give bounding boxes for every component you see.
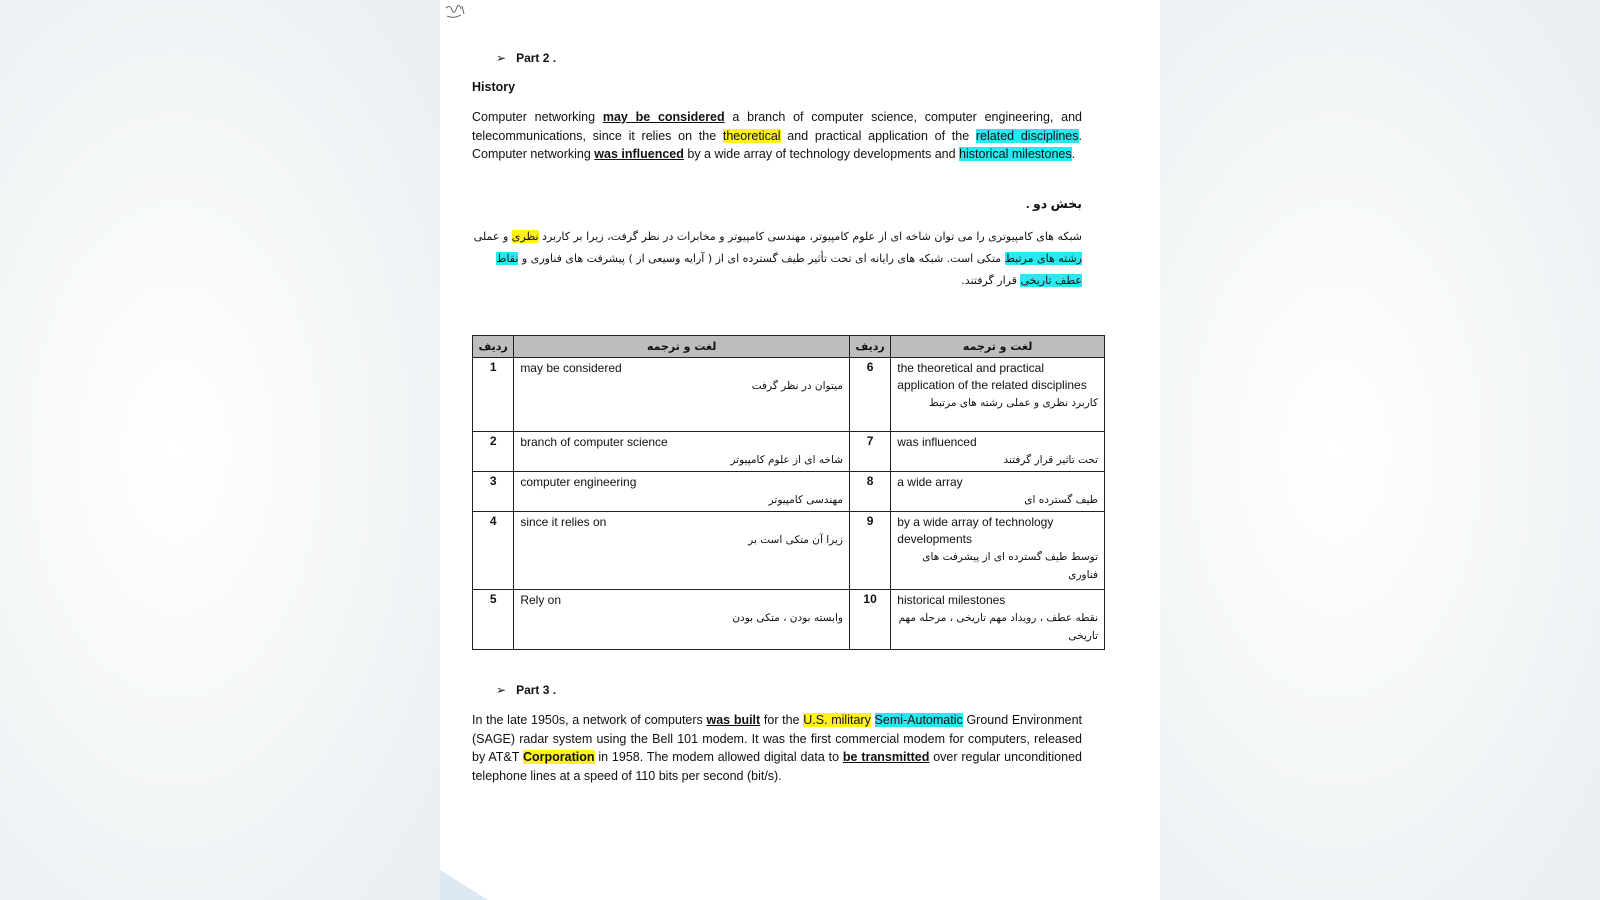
row-number: 1 bbox=[473, 358, 514, 432]
table-row bbox=[473, 358, 1105, 432]
vocabulary-table bbox=[472, 335, 1105, 650]
row-number: 7 bbox=[849, 432, 890, 472]
highlight-corporation: Corporation bbox=[522, 750, 595, 764]
highlight-semi-automatic: Semi-Automatic bbox=[874, 713, 963, 727]
background-right bbox=[1160, 0, 1600, 900]
header-vocab: لغت و ترجمه bbox=[514, 336, 850, 358]
part3-heading: ➢ Part 3 . bbox=[496, 683, 557, 697]
phrase-was-influenced: was influenced bbox=[594, 147, 684, 161]
highlight-related-disciplines: related disciplines bbox=[975, 128, 1079, 143]
table-row bbox=[473, 472, 1105, 512]
header-row-number: ردیف bbox=[473, 336, 514, 358]
highlight-historical-milestones: historical milestones bbox=[959, 147, 1072, 161]
highlight-fa-historical-milestones: نقاط عطف تاریخی bbox=[496, 252, 1082, 287]
part3-paragraph: In the late 1950s, a network of computers was built for the U.S. military Semi-Automatic Ground Environment (SAGE) radar system using the Bell 101 modem. It was the first commercial modem for computers, released by AT&T Corporation in 1958. The modem allowed digital data to be transmitted over regular unconditioned telephone lines at a speed of 110 bits per second (bit/s). bbox=[472, 713, 1083, 783]
persian-paragraph: شبکه های کامپیوتری را می توان شاخه ای از علوم کامپیوتر، مهندسی کامپیوتر و مخابرات در نظر گرفت، زیرا بر کاربرد نظری و عملی رشته های مرتبط متکی است. شبکه های رایانه ای تحت تأثیر طیف گسترده ای از ( آرایه وسیعی از ) پیشرفت های فناوری و نقاط عطف تاریخی قرار گرفتند. bbox=[473, 230, 1082, 287]
row-number: 8 bbox=[849, 472, 890, 512]
vocab-cell: the theoretical and practical application of the related disciplines کاربرد نظری و عملی رشته های مرتبط bbox=[891, 358, 1105, 432]
highlight-us-military: U.S. military bbox=[803, 713, 871, 727]
persian-heading: بخش دو . bbox=[1026, 197, 1082, 211]
highlight-theoretical: theoretical bbox=[722, 128, 781, 143]
header-row-number: ردیف bbox=[849, 336, 890, 358]
vocab-cell: may be considered میتوان در نظر گرفت bbox=[514, 358, 850, 432]
part2-paragraph: Computer networking may be considered a branch of computer science, computer engineering, and telecommunications, since it relies on the theoretical and practical application of the related disciplines. Computer networking was influenced by a wide array of technology developments and historical milestones. bbox=[472, 110, 1083, 161]
arrowhead-bullet-icon: ➢ bbox=[496, 683, 507, 697]
row-number: 9 bbox=[849, 512, 890, 590]
vocab-cell: since it relies on زیرا آن متکی است بر bbox=[514, 512, 850, 590]
row-number: 2 bbox=[473, 432, 514, 472]
highlight-fa-related-disciplines: رشته های مرتبط bbox=[1004, 252, 1082, 265]
phrase-be-transmitted: be transmitted bbox=[842, 750, 930, 764]
part2-heading: ➢ Part 2 . bbox=[496, 51, 557, 65]
background-left bbox=[0, 0, 440, 900]
document-page bbox=[440, 0, 1160, 900]
arrowhead-bullet-icon: ➢ bbox=[496, 51, 507, 65]
table-row bbox=[473, 512, 1105, 590]
row-number: 6 bbox=[849, 358, 890, 432]
table-row bbox=[473, 432, 1105, 472]
row-number: 4 bbox=[473, 512, 514, 590]
table-header-row bbox=[473, 336, 1105, 358]
vocab-cell: branch of computer science شاخه ای از علوم کامپیوتر bbox=[514, 432, 850, 472]
vocab-cell: Rely on وابسته بودن ، متکی بودن bbox=[514, 590, 850, 650]
row-number: 5 bbox=[473, 590, 514, 650]
signature-mark bbox=[444, 2, 468, 22]
header-vocab: لغت و ترجمه bbox=[891, 336, 1105, 358]
highlight-fa-theoretical: نظری bbox=[511, 230, 539, 243]
table-row bbox=[473, 590, 1105, 650]
row-number: 10 bbox=[849, 590, 890, 650]
phrase-may-be-considered: may be considered bbox=[602, 110, 725, 124]
phrase-was-built: was built bbox=[706, 713, 761, 727]
vocab-cell: historical milestones نقطه عطف ، رویداد مهم تاریخی ، مرحله مهم تاریخی bbox=[891, 590, 1105, 650]
vocab-cell: by a wide array of technology developments توسط طیف گسترده ای از پیشرفت های فناوری bbox=[891, 512, 1105, 590]
vocab-cell: a wide array طیف گسترده ای bbox=[891, 472, 1105, 512]
vocab-cell: was influenced تحت تاثیر قرار گرفتند bbox=[891, 432, 1105, 472]
vocab-cell: computer engineering مهندسی کامپیوتر bbox=[514, 472, 850, 512]
history-subheading: History bbox=[472, 80, 516, 94]
page-corner-decoration bbox=[440, 870, 488, 900]
row-number: 3 bbox=[473, 472, 514, 512]
